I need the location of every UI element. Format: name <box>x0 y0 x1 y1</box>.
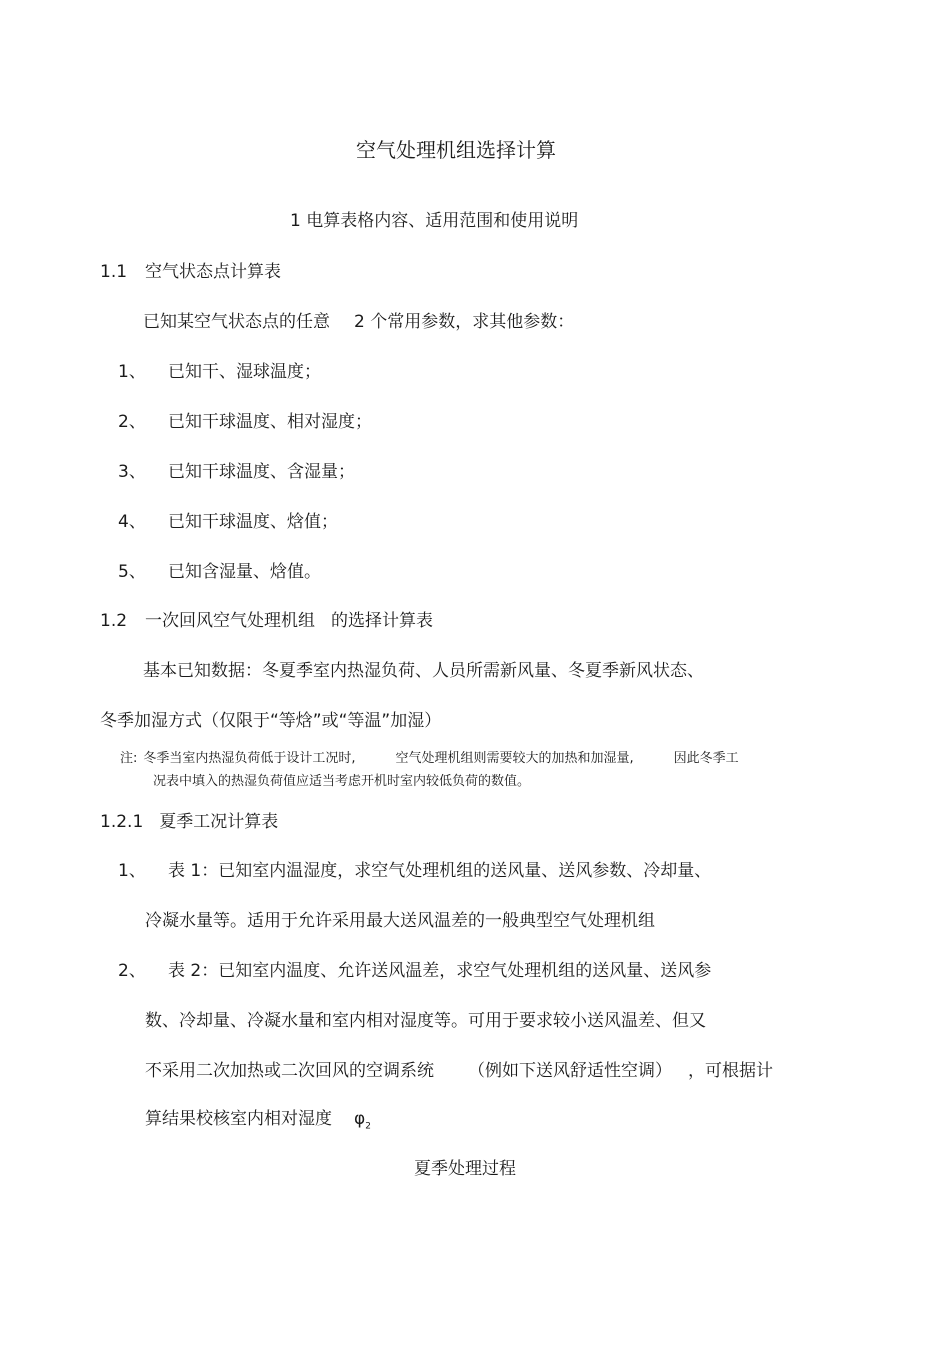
list-item-number: 3、 <box>118 462 146 482</box>
table-1-description-line-1 <box>118 860 711 882</box>
list-item-number: 4、 <box>118 512 146 532</box>
phi-symbol: φ <box>354 1109 366 1129</box>
note-part-c: 因此冬季工 <box>673 751 739 766</box>
list-item <box>118 561 321 583</box>
figure-caption: 夏季处理过程 <box>414 1159 516 1179</box>
list-item-text: 表 1：已知室内温湿度，求空气处理机组的送风量、送风参数、冷却量、 <box>168 861 712 881</box>
section-1-2-heading <box>100 610 433 632</box>
intro-part-b: 2 个常用参数，求其他参数： <box>354 312 575 332</box>
section-title: 夏季工况计算表 <box>159 812 279 832</box>
list-item-number: 1、 <box>118 861 146 881</box>
list-item-text: 已知干球温度、含湿量； <box>168 462 355 482</box>
table-2-description-line-2: 数、冷却量、冷凝水量和室内相对湿度等。可用于要求较小送风温差、但又 <box>145 1011 706 1031</box>
list-item-text: 已知干、湿球温度； <box>168 362 321 382</box>
section-number: 1.2 <box>100 611 128 631</box>
section-number: 1.2.1 <box>100 812 144 832</box>
line-part-c: ，可根据计 <box>688 1061 773 1081</box>
list-item-number: 5、 <box>118 562 146 582</box>
section-1-2-paragraph-line-2: 冬季加湿方式（仅限于“等焓”或“等温”加湿） <box>100 711 442 731</box>
section-1-1-heading <box>100 261 281 283</box>
note-line-1 <box>120 750 739 768</box>
table-1-description-line-2: 冷凝水量等。适用于允许采用最大送风温差的一般典型空气处理机组 <box>145 911 655 931</box>
table-2-description-line-4 <box>145 1108 371 1137</box>
list-item-number: 2、 <box>118 412 146 432</box>
section-number: 1.1 <box>100 262 128 282</box>
list-item <box>118 361 321 383</box>
section-title: 空气状态点计算表 <box>145 262 282 282</box>
phi-subscript: 2 <box>365 1121 371 1132</box>
line-part-b: （例如下送风舒适性空调） <box>468 1061 672 1081</box>
note-part-b: 空气处理机组则需要较大的加热和加湿量, <box>395 751 634 766</box>
list-item-text: 已知干球温度、焓值； <box>168 512 338 532</box>
intro-part-a: 已知某空气状态点的任意 <box>143 312 330 332</box>
table-2-description-line-1 <box>118 960 711 982</box>
table-2-description-line-3 <box>145 1060 773 1082</box>
document-title: 空气处理机组选择计算 <box>356 138 556 162</box>
section-1-2-paragraph-line-1: 基本已知数据：冬夏季室内热湿负荷、人员所需新风量、冬夏季新风状态、 <box>143 661 704 681</box>
list-item-text: 表 2：已知室内温度、允许送风温差，求空气处理机组的送风量、送风参 <box>168 961 712 981</box>
list-item-text: 已知干球温度、相对湿度； <box>168 412 372 432</box>
note-line-2: 况表中填入的热湿负荷值应适当考虑开机时室内较低负荷的数值。 <box>153 774 531 789</box>
line-part-a: 不采用二次加热或二次回风的空调系统 <box>145 1061 434 1081</box>
list-item-number: 2、 <box>118 961 146 981</box>
section-title-part-a: 一次回风空气处理机组 <box>145 611 316 631</box>
list-item <box>118 511 338 533</box>
section-1-1-intro <box>143 311 574 333</box>
list-item <box>118 411 372 433</box>
section-1-2-1-heading <box>100 811 278 833</box>
line-text: 算结果校核室内相对湿度 <box>145 1109 332 1129</box>
list-item <box>118 461 355 483</box>
note-label: 注: <box>120 751 138 766</box>
note-part-a: 冬季当室内热湿负荷低于设计工况时, <box>143 751 356 766</box>
list-item-text: 已知含湿量、焓值。 <box>168 562 321 582</box>
section-title-part-b: 的选择计算表 <box>331 611 434 631</box>
section-1-heading: 1 电算表格内容、适用范围和使用说明 <box>290 211 579 231</box>
list-item-number: 1、 <box>118 362 146 382</box>
